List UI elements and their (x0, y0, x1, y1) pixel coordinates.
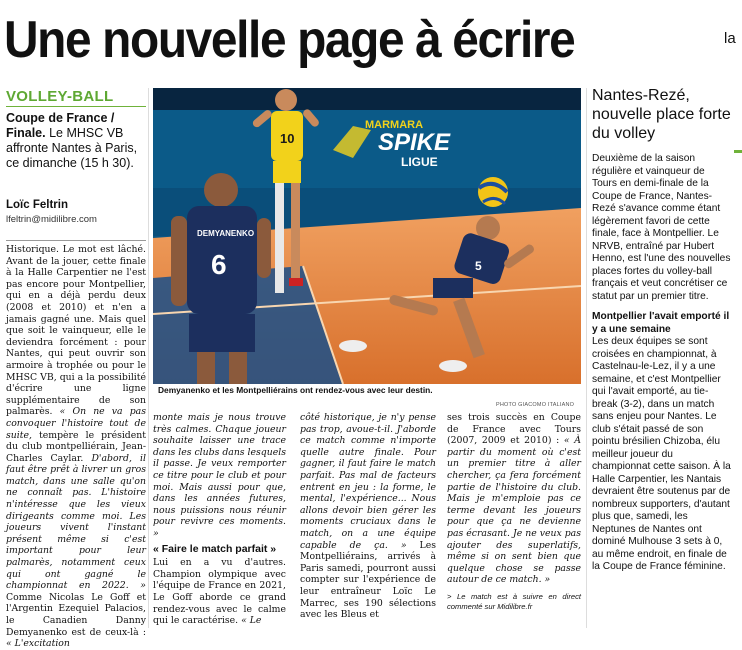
sidebar-body (592, 153, 732, 574)
sidebar-paragraph: Deuxième de la saison régulière et vainqueur de Tours en demi-finale de la Coupe de France, Nantes-Rezé s'avance comme étant légèrement favori de cette finale, face à Montpellier. Le NRVB, entraîné par Hubert Henno, est l'une des nouvelles places fortes du volley-ball français et veut concrétiser ce statut par un premier titre. (592, 153, 731, 302)
quote: côté historique, je n'y pense pas trop, avoue-t-il. J'aborde ce match comme n'importe quelle autre finale. Pour gagner, il faut faire le match parfait. Pas mal de facteurs entrent en jeu : la forme, le mental, l'expérience... Nous allons devoir bien gérer les moments cruciaux dans le match, on a une équipe capable de ça. » (300, 412, 436, 551)
byline (6, 198, 146, 227)
section-rubric: VOLLEY-BALL (6, 88, 114, 105)
article-column-4 (447, 412, 581, 612)
rubric-underline (6, 106, 146, 107)
article-column-2 (153, 412, 286, 627)
byline-divider (6, 240, 146, 241)
banner-sponsor: MARMARA (365, 119, 424, 131)
live-coverage-note[interactable]: > Le match est à suivre en direct commenté sur Midilibre.fr (447, 591, 581, 611)
quote: « L'excitation (6, 638, 70, 650)
body-text: tempère le président du club montpelliérain, Jean-Charles Caylar. (6, 429, 146, 464)
article-column-1 (6, 244, 146, 650)
author-email[interactable]: lfeltrin@midilibre.com (6, 214, 97, 225)
body-text: Lui en a vu d'autres. Champion olympique avec l'équipe de France en 2021, Le Goff aborde ce grand rendez-vous avec le calme qui le caractérise. (153, 557, 286, 627)
kicker-rest: Le MHSC VB affronte Nantes à Paris, ce dimanche (15 h 30). (6, 126, 138, 170)
headline: Une nouvelle page à écrire (4, 11, 575, 69)
svg-text:6: 6 (211, 249, 227, 280)
adjacent-article-edge: la (724, 30, 736, 47)
photo-illustration (153, 88, 581, 384)
sidebar-intertitle: Montpellier l'avait emporté il y a une semaine (592, 311, 730, 335)
quote: « À partir du moment où c'est un premier titre à aller chercher, ça fera forcément partie de l'histoire du club. Mais je m'emploie pas ce terme devant les joueurs pour que ça ne devienne pas écrasant. Je ne veux pas ajouter des superlatifs, même si on sent bien que quelque chose se passe autour de ce match. » (447, 435, 581, 586)
article-column-3 (300, 412, 436, 621)
body-text: Les Montpelliérains, arrivés à Paris samedi, pourront aussi compter sur l'expérience de leur entraîneur Loïc Le Marrec, ses 190 sélections avec les Bleus et (300, 539, 436, 621)
kicker (6, 111, 146, 171)
quote: D'abord, il faut être prêt à livrer un gros match, dans une salle qu'on ne connaît pas. L'histoire n'intéresse que les vieux dirigeants comme moi. Les joueurs vivent l'instant présent même si c'est important pour leur palmarès, notamment ceux qui ont gagné le championnat en 2022. » (6, 452, 147, 592)
body-text: Comme Nicolas Le Goff et l'Argentin Ezequiel Palacios, le Canadien Danny Demyanenko est de ceux-là : (6, 591, 146, 638)
adjacent-article-mark (734, 150, 742, 153)
sidebar-title: Nantes-Rezé, nouvelle place forte du volley (592, 87, 731, 142)
svg-text:DEMYANENKO: DEMYANENKO (197, 229, 255, 238)
lead-paragraph: Historique. Le mot est lâché. Avant de la jouer, cette finale à la Halle Carpentier ne l'est pas encore pour Montpellier, qui en a déjà perdu deux (2008 et 2010) et n'en a jamais gagné une. Mais quel que soit le vainqueur, elle le deviendra forcément : pour Nantes, qui peut ouvrir son armoire à trophée ou pour le MHSC VB, qui a la possibilité d'écrire une ligne supplémentaire de son palmarès. (6, 244, 146, 418)
author-name: Loïc Feltrin (6, 199, 68, 211)
photo-caption: Demyanenko et les Montpelliérains ont rendez-vous avec leur destin. (158, 385, 433, 395)
column-rule (148, 88, 149, 628)
banner-subtitle: LIGUE (401, 155, 438, 169)
intertitle: « Faire le match parfait » (153, 542, 277, 555)
body-text: ses trois succès en Coupe de France avec Tours (2007, 2009 et 2010) : (447, 412, 581, 447)
column-rule (586, 88, 587, 628)
volleyball (478, 177, 508, 207)
match-photo (153, 88, 581, 384)
svg-text:5: 5 (475, 259, 482, 273)
photo-credit: PHOTO GIACOMO ITALIANO (496, 402, 575, 408)
banner-title: SPIKE (378, 129, 451, 156)
svg-text:10: 10 (280, 131, 295, 146)
quote: monte mais je nous trouve très calmes. Chaque joueur souhaite laisser une trace dans les clubs dans lesquels il passe. Je veux remporter ce titre pour le club et pour moi. Mais aussi pour que, dans les années futures, nous puissions nous réunir pour revivre ces moments. » (153, 412, 286, 539)
kicker-bold: Coupe de France / Finale. (6, 111, 115, 140)
sidebar-paragraph: Les deux équipes se sont croisées en championnat, à Castelnau-le-Lez, il y a une semaine, et c'est Montpellier qui l'avait emporté, au tie-break (3-2), dans un match sans enjeu pour Nantes. Le club s'était passé de son pointu brésilien Chizoba, élu meilleur joueur du championnat cette saison. À la Halle Carpentier, les Nantais devraient être soutenus par de nombreux supporters, d'autant plus que, samedi, les Neptunes de Nantes ont dominé Mulhouse 3 sets à 0, au même endroit, en finale de la Coupe de France féminine. (592, 336, 731, 572)
quote: « Le (238, 615, 262, 627)
quote: « On ne va pas convoquer l'histoire tout de suite, (6, 406, 146, 441)
